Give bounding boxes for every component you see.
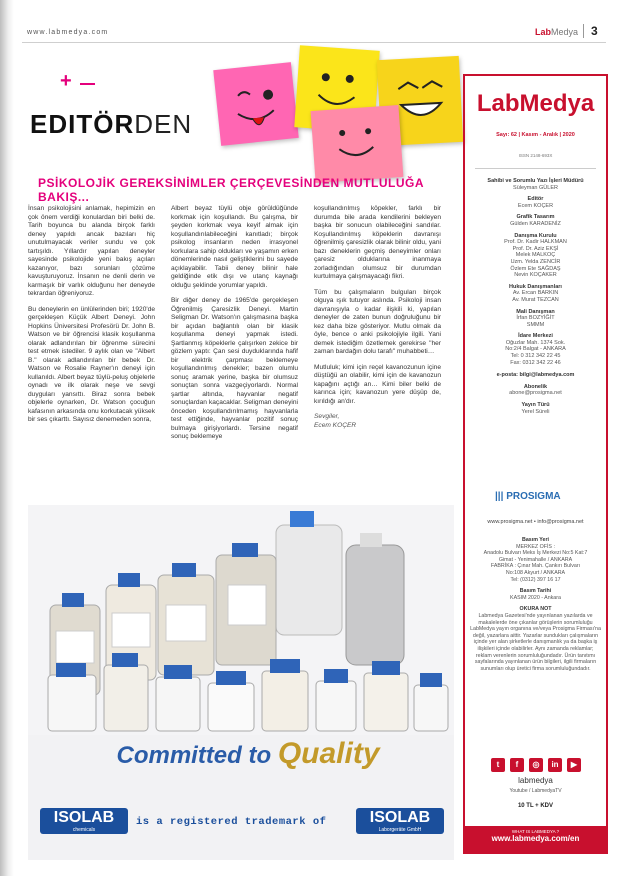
- article-paragraph: Bir diğer deney de 1965'de gerçekleşen Öğrenilmiş Çaresizlik Deneyi. Martin Seligman Dr. Watson'ın çalışmasına başka bir açıdan bağlantılı olan bir klasik koşullanma deneyi yapmak istedi. Şartlanmış köpeklerle çalışırken zekice bir gözlem yaptı: Çan sesi duyduklarında hafif bir elektrik çarpması beklemeye koşullandırılmış denekler; bazen olumlu sonuç aramak yerine, başka bir olumsuz sonuçtan sonra vazgeçiyorlardı. Normal şartlar altında, hayvanlar negatif sonuçlardan kaçacaklar. Seligman deneyini önceden koşullandırılmamış hayvanlarla test ettiğinde, hayvanlar pozitif sonuç bulmaya girişiyorlardı. Tersine negatif sonuç beklemeye: [171, 297, 298, 440]
- labmedya-logo: [465, 90, 606, 118]
- owner-name: Süleyman GÜLER: [513, 184, 558, 191]
- advisory-name: Prof. Dr. Aziz EKŞİ: [512, 245, 559, 252]
- publisher-title: Yayın Türü: [521, 402, 550, 409]
- prosigma-web[interactable]: www.prosigma.net • info@prosigma.net: [487, 519, 584, 525]
- header-brand-lab: Lab: [535, 27, 552, 37]
- isolab-advertisement: [28, 505, 454, 860]
- legal-title: Hukuk Danışmanları: [509, 283, 562, 290]
- linkedin-icon[interactable]: in: [548, 758, 562, 772]
- print-info: [469, 532, 602, 672]
- article-paragraph: Mutluluk; kimi için reçel kavanozunun içine düştüğü an olabilir, kimi için de kavanozun kapağını açtığı an… Kimi biler belki de karınca için; kavanozun yere düşüp de, kırıldığı an'dır.: [314, 363, 441, 405]
- tongue-face-icon: [213, 62, 299, 146]
- grin-face-icon: [311, 105, 404, 183]
- slogan-quality: Quality: [277, 737, 380, 770]
- printing-title: Basım Yeri: [522, 537, 549, 543]
- office-line: Oğuzlar Mah. 1374 Sok.: [505, 339, 566, 346]
- design-title: Grafik Tasarım: [516, 214, 555, 221]
- logo-medya: Medya: [519, 90, 595, 117]
- isolab-logo-subtext: chemicals: [72, 827, 96, 833]
- printing-line: Anadolu Bulvarı Meks İş Merkezi No:5 Kat:7: [483, 550, 588, 557]
- price: 10 TL + KDV: [517, 803, 554, 809]
- office-line: No:2/4 Balgat - ANKARA: [505, 346, 566, 353]
- isolab-logo-text: ISOLAB: [369, 809, 431, 826]
- publisher-type: Yerel Süreli: [521, 408, 550, 415]
- isolab-logo-left: [40, 808, 128, 834]
- owner-title: Sahibi ve Sorumlu Yazı İşleri Müdürü: [487, 178, 584, 184]
- isolab-logo-text: ISOLAB: [53, 809, 115, 826]
- article-paragraph: Bu deneylerin en ünlülerinden biri; 1920'de gerçekleşen Küçük Albert Deneyi. John Hopkins Üniversitesi Profesörü Dr. John B. Watson ve bir öğrencisi klasik koşullanma olarak adlandırılan bir öğrenme sürecini test etmek istediler. 9 aylık olan ve "Albert B." olarak adlandırılan bir bebek Dr. Watson ve Rosalie Rayner'ın deneyi için kullanıldı. Albert beyaz tüylü-peluş objelerle oynadı ve ilk olarak neşe ve sevgi duyguları yansıttı. Biraz sonra bebek objelerle oynarken, Dr. Watson çocuğun kafasının arkasında onu korkutacak yüksek bir ses çıkarttı. Sayısız denemeden sonra,: [28, 305, 155, 423]
- footer-caption: WHAT IS LABMEDYA ?: [511, 829, 560, 834]
- email-link[interactable]: e-posta: bilgi@labmedya.com: [496, 372, 575, 379]
- masthead-sidebar: [463, 74, 608, 854]
- date-title: Basım Tarihi: [519, 588, 552, 595]
- article-paragraph: İnsan psikolojisini anlamak, hepimizin en çok önem verdiği konulardan biri belki de. Tarih boyunca bu alanda birçok farklı deney yapıldı ancak bazıları hiç unutulmayacak veriler sundu ve çok tartışıldı. Yıllardır yapılan deneyler sayesinde psikolojide yeni bakış açıları kazanıyor, bazı sorunları çözüme kavuşturuyoruz. İnsanın ne denli derin ve karmaşık bir varlık olduğunu her deneyde tekrardan öğreniyoruz.: [28, 205, 155, 297]
- youtube-channel[interactable]: Youtube / LabmedyaTV: [509, 788, 562, 794]
- sticky-note-pink: [213, 62, 299, 146]
- section-title-light: DEN: [134, 109, 193, 139]
- section-title-bold: EDITÖR: [30, 109, 135, 139]
- office-line: Fax: 0312 342 22 46: [510, 359, 561, 366]
- dash-decoration: [80, 83, 95, 85]
- advisory-name: Özlem Ete SAĞDAŞ: [510, 265, 561, 272]
- article-column-2: [171, 205, 298, 449]
- trademark-row: [28, 802, 454, 842]
- slogan-text: Committed to: [116, 742, 272, 769]
- legal-name: Av. Murat TEZCAN: [512, 296, 559, 303]
- twitter-icon[interactable]: t: [491, 758, 505, 772]
- sidebar-footer: [465, 826, 606, 852]
- editor-title: Editör: [527, 196, 544, 203]
- finance-name: SMMM: [526, 321, 545, 328]
- date-value: KASIM 2020 - Ankara: [510, 594, 561, 601]
- header-brand: [535, 27, 578, 37]
- page-number: 3: [583, 24, 598, 38]
- youtube-icon[interactable]: ▶: [567, 758, 581, 772]
- legal-name: Av. Ercan BARKIN: [512, 290, 559, 297]
- header-divider: [22, 42, 606, 43]
- advisory-name: Melek MALKOÇ: [515, 252, 556, 259]
- instagram-icon[interactable]: ◎: [529, 758, 543, 772]
- chemical-bottles-image: [28, 505, 454, 735]
- isolab-logo-subtext: Laborgeräte GmbH: [378, 827, 422, 833]
- article-paragraph: Tüm bu çalışmaların bulguları birçok olguya ışık tutuyor aslında. Psikoloji insan davranışıyla o kadar ilişkili ki, yapılan deneyler de zaten bunun doğruluğunu bir kez daha bize gösteriyor. Mutlu olmak da öyle, bence o anki psikolojiyle ilgili. Yani demek istediğim özetlemek gerekirse "her zaman bardağın dolu tarafı" muhabbeti…: [314, 288, 441, 355]
- printing-line: FABRİKA : Çınar Mah. Çankırı Bulvarı: [490, 563, 581, 570]
- issn: ISSN 2148-693X: [518, 153, 553, 158]
- reader-note-title: OKURA NOT: [519, 606, 552, 613]
- article-column-3: [314, 205, 441, 437]
- editor-name: Ecem KOÇER: [517, 202, 554, 209]
- page-binding-shadow: [0, 0, 14, 876]
- section-title: [30, 109, 192, 140]
- article-paragraph: koşullandırılmış köpekler, farklı bir durumda bile arada kendilerini bekleyen başka bir sonucun olabileceğini sandılar. Koşullandırılmış köpeklerin davranışı öğrenilmiş çaresizlik olarak bilinir oldu, yani bazı deneklerin geçmiş deneyimler onları çaresiz olduklarına inanmaya zorladığından olumsuz bir durumdan kurtulmaya çalışmayacağı fikri.: [314, 205, 441, 280]
- reader-note: Labmedya Gazetesi'nde yayınlanan yazılarda ve makalelerde öne çıkanlar görüşlerin sorumluluğu LabMedya yayın organına ve/veya Prosigma Firması'na değil, yazarlara aittir. Yazarlar sundukları çalışmaların içinde yer alan şirketlerle danışmanlık ya da başka iş ilişkileri içinde olabilirler. Aynı zamanda reklamlar; reklam verenlerin sorumluluğundadır. Ürün tanıtımı sayfalarında yayınlanan ürün bilgileri, ilgili firmaların sunumları olup üretici firma sorumluluğundadır.: [470, 612, 601, 672]
- printing-line: Tel: (0312) 397 16 17: [510, 576, 561, 583]
- signoff-text: Sevgiler,: [314, 413, 340, 420]
- plus-icon: +: [60, 70, 72, 92]
- article-paragraph: Albert beyaz tüylü obje görüldüğünde korkmak için koşullandı. Bu çalışma, bir şeyden korkmak veya keyif almak için koşullandırılabileceğini kanıtladı; birçok psikolog insanların neden irrasyonel korkulara sahip oldukları ve yaşamın erken dönemlerinde nasıl geliştiklerini bu sayede açıklayabilir. Tabii deney bilinir hale geldiğinde etik dışı ve utanç kaynağı olduğu şeklinde yorumlar yapıldı.: [171, 205, 298, 289]
- finance-title: Mali Danışman: [516, 308, 555, 315]
- issue-info: Sayı: 62 | Kasım - Aralık | 2020: [496, 132, 575, 138]
- header-brand-medya: Medya: [551, 27, 579, 37]
- printing-line: No:108 Akyurt / ANKARA: [505, 569, 566, 576]
- subscription-title: Abonelik: [523, 383, 548, 390]
- printing-line: Gimat - Yenimahalle / ANKARA: [498, 556, 573, 563]
- prosigma-sigma: SIGMA: [527, 491, 561, 502]
- office-title: İdare Merkezi: [518, 333, 553, 340]
- social-icons: [491, 758, 583, 772]
- ad-slogan: [98, 737, 398, 771]
- article-headline: PSİKOLOJİK GEREKSİNİMLER ÇERÇEVESİNDEN MUTLULUĞA BAKIŞ...: [38, 176, 424, 204]
- advisory-name: Nevin KOÇAKER: [514, 272, 557, 279]
- logo-lab: Lab: [476, 90, 520, 117]
- footer-url[interactable]: www.labmedya.com/en: [491, 834, 580, 843]
- sticky-notes-illustration: [217, 48, 462, 174]
- advisory-title: Danışma Kurulu: [514, 232, 557, 239]
- finance-name: İrfan BOZYİĞİT: [516, 315, 555, 322]
- prosigma-pro: PRO: [506, 491, 528, 502]
- trademark-text: is a registered trademark of: [136, 816, 327, 828]
- facebook-icon[interactable]: f: [510, 758, 524, 772]
- article-column-1: [28, 205, 155, 432]
- office-line: Tel: 0 312 342 22 45: [510, 353, 561, 360]
- sticky-note-pink-2: [311, 105, 404, 183]
- advisory-name: Uzm. Yelda ZENCİR: [510, 258, 561, 265]
- youtube-brand: labmedya: [518, 776, 553, 785]
- advisory-name: Prof. Dr. Kadir HALKMAN: [504, 239, 567, 246]
- article-signoff: [314, 413, 441, 430]
- design-name: Gülden KARADENİZ: [510, 220, 561, 227]
- masthead-credits: [469, 178, 602, 415]
- author-name: Ecem KOÇER: [314, 421, 357, 429]
- prosigma-logo: ||| PROSIGMA: [495, 491, 561, 502]
- header-site-url: www.labmedya.com: [27, 29, 109, 36]
- isolab-logo-right: [356, 808, 444, 834]
- subscription-email[interactable]: abone@prosigma.net: [509, 390, 562, 397]
- masthead-divider: [475, 168, 596, 169]
- printing-line: MERKEZ OFİS :: [516, 543, 555, 550]
